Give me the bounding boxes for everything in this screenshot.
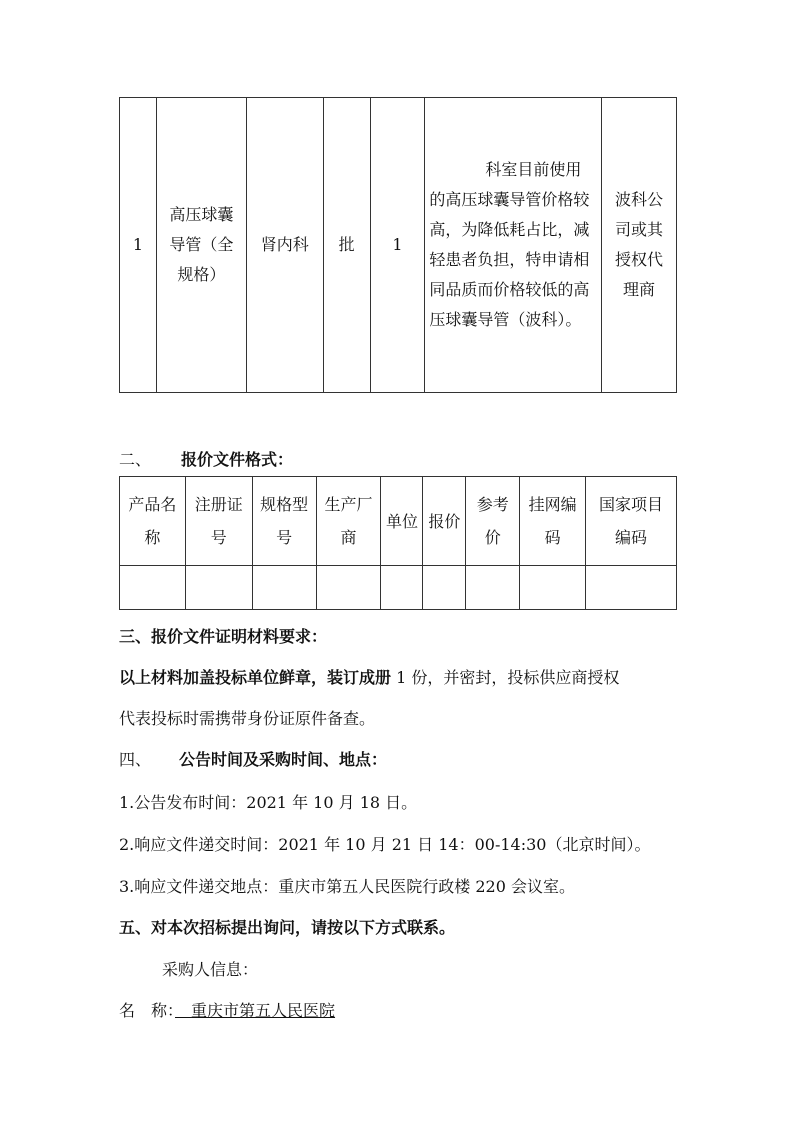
product-name: 高压球囊导管（全规格） bbox=[156, 98, 246, 393]
purchaser-heading: 采购人信息： bbox=[162, 960, 259, 979]
section4-item: 1.公告发布时间：2021 年 10 月 18 日。 bbox=[119, 793, 418, 812]
col-header: 产品名称 bbox=[120, 477, 186, 566]
quote-format-table bbox=[119, 476, 677, 610]
col-header: 注册证号 bbox=[185, 477, 252, 566]
empty-cell bbox=[120, 566, 186, 610]
section4-heading bbox=[119, 747, 387, 770]
empty-row bbox=[120, 566, 677, 610]
col-header: 规格型号 bbox=[252, 477, 316, 566]
section4-item: 2.响应文件递交时间：2021 年 10 月 21 日 14：00-14:30（北京时间）。 bbox=[119, 835, 651, 854]
empty-cell bbox=[316, 566, 381, 610]
empty-cell bbox=[423, 566, 466, 610]
section3-title: 三、报价文件证明材料要求： bbox=[119, 627, 328, 646]
table-row bbox=[120, 98, 677, 393]
col-header: 单位 bbox=[381, 477, 423, 566]
empty-cell bbox=[586, 566, 677, 610]
unit: 批 bbox=[323, 98, 370, 393]
col-header: 生产厂商 bbox=[316, 477, 381, 566]
department: 肾内科 bbox=[246, 98, 323, 393]
section3-para-line2: 代表投标时需携带身份证原件备查。 bbox=[119, 709, 376, 728]
purchaser-name-text: 重庆市第五人民医院 bbox=[191, 1001, 336, 1020]
section4-item: 3.响应文件递交地点：重庆市第五人民医院行政楼 220 会议室。 bbox=[119, 877, 575, 896]
section4-title: 公告时间及采购时间、地点： bbox=[179, 750, 388, 769]
col-header: 国家项目编码 bbox=[586, 477, 677, 566]
empty-cell bbox=[252, 566, 316, 610]
section2-title: 报价文件格式： bbox=[181, 450, 294, 469]
quantity: 1 bbox=[370, 98, 425, 393]
description: 科室目前使用的高压球囊导管价格较高，为降低耗占比，减轻患者负担，特申请相同品质而价格较低的高压球囊导管（波科）。 bbox=[425, 98, 602, 393]
empty-cell bbox=[520, 566, 586, 610]
section3-para-bold: 以上材料加盖投标单位鲜章，装订成册 bbox=[119, 668, 392, 687]
col-header: 参考价 bbox=[466, 477, 520, 566]
supplier: 波科公司或其授权代理商 bbox=[602, 98, 677, 393]
section4-number: 四、 bbox=[119, 750, 152, 769]
col-header: 挂网编码 bbox=[520, 477, 586, 566]
empty-cell bbox=[466, 566, 520, 610]
header-row bbox=[120, 477, 677, 566]
row-index: 1 bbox=[120, 98, 157, 393]
purchaser-name-row bbox=[119, 998, 335, 1021]
empty-cell bbox=[185, 566, 252, 610]
section2-number: 二、 bbox=[119, 450, 152, 469]
section3-para-rest: 1 份，并密封，投标供应商授权 bbox=[391, 668, 620, 687]
purchaser-name-label: 名 称： bbox=[119, 1001, 176, 1020]
section5-title: 五、对本次招标提出询问，请按以下方式联系。 bbox=[119, 918, 456, 937]
product-table bbox=[119, 97, 677, 393]
col-header: 报价 bbox=[423, 477, 466, 566]
section3-para-line1 bbox=[119, 665, 619, 688]
section2-heading bbox=[119, 447, 293, 470]
purchaser-name-value bbox=[175, 1001, 335, 1020]
empty-cell bbox=[381, 566, 423, 610]
